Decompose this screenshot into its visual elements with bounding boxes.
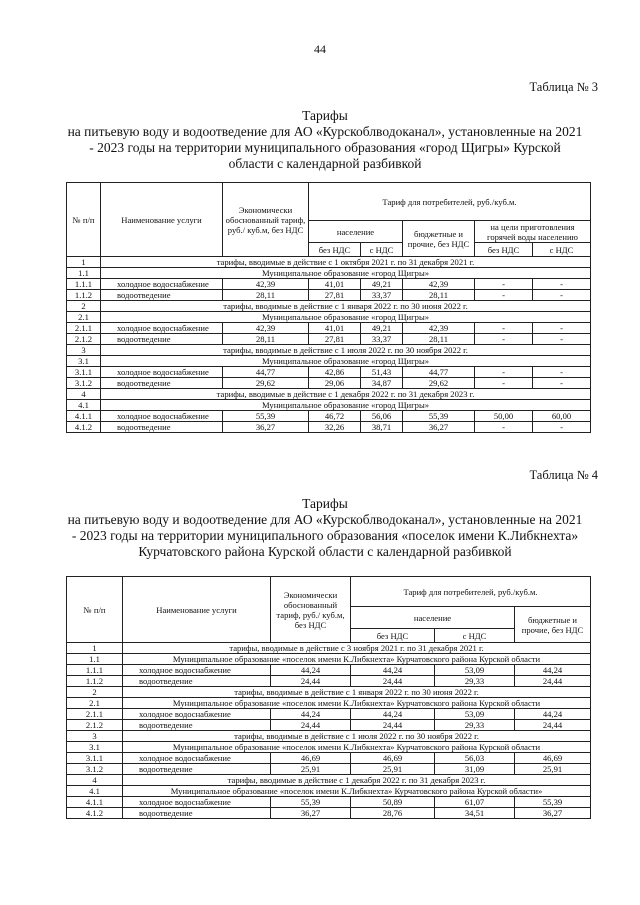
cell-hot-vat: - — [533, 323, 591, 334]
cell-pop-vat: 34,51 — [435, 808, 515, 819]
service-name: холодное водоснабжение — [123, 797, 271, 808]
cell-pop-vat: 29,33 — [435, 720, 515, 731]
cell-pop-no-vat: 25,91 — [351, 764, 435, 775]
cell-hot-no-vat: - — [475, 279, 533, 290]
cell-econ: 36,27 — [271, 808, 351, 819]
table-row — [67, 268, 591, 279]
table3-title-line: на питьевую воду и водоотведение для АО «Курскоблводоканал», установленные на 2021 — [67, 124, 583, 139]
table-row — [67, 334, 591, 345]
period-heading: тарифы, вводимые в действие с 1 января 2022 г. по 30 июня 2022 г. — [101, 301, 591, 312]
cell-pop-vat: 31,09 — [435, 764, 515, 775]
row-number: 1 — [67, 257, 101, 268]
cell-hot-no-vat: - — [475, 378, 533, 389]
table3-title-line: - 2023 годы на территории муниципального образования «город Щигры» Курской — [89, 140, 561, 155]
service-name: холодное водоснабжение — [101, 367, 223, 378]
service-name: холодное водоснабжение — [101, 411, 223, 422]
cell-pop-no-vat: 32,26 — [309, 422, 361, 433]
cell-budget: 29,62 — [403, 378, 475, 389]
period-heading: тарифы, вводимые в действие с 1 июля 2022 г. по 30 ноября 2022 г. — [101, 345, 591, 356]
col-num: № п/п — [67, 577, 123, 643]
row-number: 2 — [67, 687, 123, 698]
table-row — [67, 257, 591, 268]
col-name: Наименование услуги — [101, 183, 223, 257]
cell-pop-no-vat: 24,44 — [351, 720, 435, 731]
cell-hot-no-vat: - — [475, 323, 533, 334]
cell-hot-vat: - — [533, 367, 591, 378]
row-number: 3.1.1 — [67, 367, 101, 378]
table4-title-line: - 2023 годы на территории муниципального образования «поселок имени К.Либкнехта» — [71, 528, 579, 543]
table-row — [67, 742, 591, 753]
table3-title-line: области с календарной разбивкой — [228, 156, 422, 171]
cell-hot-vat: 60,00 — [533, 411, 591, 422]
cell-hot-vat: - — [533, 378, 591, 389]
col-num: № п/п — [67, 183, 101, 257]
cell-hot-no-vat: - — [475, 334, 533, 345]
table-row — [67, 676, 591, 687]
row-number: 4.1 — [67, 786, 123, 797]
cell-budget: 44,77 — [403, 367, 475, 378]
row-number: 2 — [67, 301, 101, 312]
table-row — [67, 290, 591, 301]
col-econ: Экономически обоснованный тариф, руб./ куб.м, без НДС — [223, 183, 309, 257]
table-row — [67, 698, 591, 709]
cell-econ: 55,39 — [223, 411, 309, 422]
period-heading: тарифы, вводимые в действие с 1 октября 2021 г. по 31 декабря 2021 г. — [101, 257, 591, 268]
cell-pop-vat: 33,37 — [361, 290, 403, 301]
table-row — [67, 786, 591, 797]
cell-budget: 36,27 — [403, 422, 475, 433]
col-tariff: Тариф для потребителей, руб./куб.м. — [309, 183, 591, 221]
cell-hot-vat: - — [533, 290, 591, 301]
cell-pop-vat: 53,09 — [435, 709, 515, 720]
table-row — [67, 775, 591, 786]
table-row — [67, 356, 591, 367]
row-number: 3 — [67, 731, 123, 742]
cell-pop-no-vat: 29,06 — [309, 378, 361, 389]
cell-pop-vat: 49,21 — [361, 279, 403, 290]
cell-budget: 44,24 — [515, 709, 591, 720]
col-pop-vat: с НДС — [361, 243, 403, 257]
table-row — [67, 643, 591, 654]
municipality-heading: Муниципальное образование «город Щигры» — [101, 312, 591, 323]
service-name: водоотведение — [101, 334, 223, 345]
row-number: 2.1.2 — [67, 720, 123, 731]
municipality-heading: Муниципальное образование «город Щигры» — [101, 268, 591, 279]
cell-econ: 28,11 — [223, 334, 309, 345]
cell-econ: 44,24 — [271, 709, 351, 720]
table-row — [67, 687, 591, 698]
table-row — [67, 367, 591, 378]
cell-pop-no-vat: 44,24 — [351, 665, 435, 676]
cell-econ: 55,39 — [271, 797, 351, 808]
table4 — [66, 576, 591, 819]
table3-label: Таблица № 3 — [529, 80, 598, 94]
cell-pop-vat: 38,71 — [361, 422, 403, 433]
col-econ: Экономически обоснованный тариф, руб./ куб.м, без НДС — [271, 577, 351, 643]
row-number: 3 — [67, 345, 101, 356]
service-name: водоотведение — [123, 720, 271, 731]
table4-title-line: Тарифы — [302, 496, 348, 511]
cell-pop-no-vat: 50,89 — [351, 797, 435, 808]
cell-pop-no-vat: 28,76 — [351, 808, 435, 819]
table4-label: Таблица № 4 — [529, 468, 598, 482]
cell-pop-no-vat: 27,81 — [309, 290, 361, 301]
cell-budget: 28,11 — [403, 334, 475, 345]
cell-budget: 55,39 — [403, 411, 475, 422]
row-number: 1.1.2 — [67, 676, 123, 687]
municipality-heading: Муниципальное образование «город Щигры» — [101, 356, 591, 367]
service-name: водоотведение — [101, 290, 223, 301]
cell-pop-no-vat: 24,44 — [351, 676, 435, 687]
row-number: 4 — [67, 389, 101, 400]
period-heading: тарифы, вводимые в действие с 1 июля 2022 г. по 30 ноября 2022 г. — [123, 731, 591, 742]
table4-body — [67, 643, 591, 819]
col-population: население — [309, 221, 403, 243]
cell-hot-no-vat: - — [475, 367, 533, 378]
cell-pop-vat: 34,87 — [361, 378, 403, 389]
table-row — [67, 312, 591, 323]
col-pop-no-vat: без НДС — [351, 629, 435, 643]
row-number: 3.1 — [67, 356, 101, 367]
cell-pop-no-vat: 41,01 — [309, 323, 361, 334]
row-number: 1.1.1 — [67, 279, 101, 290]
table-row — [67, 279, 591, 290]
cell-budget: 24,44 — [515, 720, 591, 731]
service-name: водоотведение — [123, 764, 271, 775]
cell-budget: 24,44 — [515, 676, 591, 687]
cell-econ: 44,77 — [223, 367, 309, 378]
page-number: 44 — [314, 42, 326, 56]
cell-pop-vat: 49,21 — [361, 323, 403, 334]
table3-title — [60, 108, 590, 172]
cell-pop-vat: 56,06 — [361, 411, 403, 422]
cell-econ: 36,27 — [223, 422, 309, 433]
col-name: Наименование услуги — [123, 577, 271, 643]
table-row — [67, 731, 591, 742]
service-name: холодное водоснабжение — [101, 279, 223, 290]
col-pop-no-vat: без НДС — [309, 243, 361, 257]
row-number: 1.1 — [67, 654, 123, 665]
cell-pop-vat: 33,37 — [361, 334, 403, 345]
municipality-heading: Муниципальное образование «поселок имени К.Либкнехта» Курчатовского района Курской области — [123, 698, 591, 709]
row-number: 2.1 — [67, 312, 101, 323]
cell-pop-no-vat: 41,01 — [309, 279, 361, 290]
municipality-heading: Муниципальное образование «поселок имени К.Либкнехта» Курчатовского района Курской области — [123, 742, 591, 753]
municipality-heading: Муниципальное образование «поселок имени К.Либкнехта» Курчатовского района Курской области» — [123, 786, 591, 797]
cell-budget: 36,27 — [515, 808, 591, 819]
service-name: водоотведение — [101, 422, 223, 433]
cell-econ: 25,91 — [271, 764, 351, 775]
row-number: 2.1.1 — [67, 709, 123, 720]
table-row — [67, 301, 591, 312]
service-name: водоотведение — [101, 378, 223, 389]
municipality-heading: Муниципальное образование «город Щигры» — [101, 400, 591, 411]
row-number: 4.1.1 — [67, 797, 123, 808]
table4-title — [60, 496, 590, 560]
table-row — [67, 422, 591, 433]
service-name: водоотведение — [123, 808, 271, 819]
cell-budget: 55,39 — [515, 797, 591, 808]
table3-body — [67, 257, 591, 433]
cell-pop-no-vat: 27,81 — [309, 334, 361, 345]
table-row — [67, 797, 591, 808]
cell-pop-no-vat: 42,86 — [309, 367, 361, 378]
table4-title-line: на питьевую воду и водоотведение для АО «Курскоблводоканал», установленные на 2021 — [67, 512, 583, 527]
table-row — [67, 654, 591, 665]
row-number: 1.1 — [67, 268, 101, 279]
row-number: 1 — [67, 643, 123, 654]
row-number: 3.1.1 — [67, 753, 123, 764]
row-number: 2.1.2 — [67, 334, 101, 345]
cell-pop-vat: 29,33 — [435, 676, 515, 687]
cell-pop-no-vat: 46,69 — [351, 753, 435, 764]
row-number: 1.1.2 — [67, 290, 101, 301]
table-row — [67, 764, 591, 775]
service-name: холодное водоснабжение — [101, 323, 223, 334]
cell-pop-vat: 51,43 — [361, 367, 403, 378]
row-number: 3.1 — [67, 742, 123, 753]
col-tariff: Тариф для потребителей, руб./куб.м. — [351, 577, 591, 607]
cell-econ: 46,69 — [271, 753, 351, 764]
service-name: холодное водоснабжение — [123, 753, 271, 764]
col-pop-vat: с НДС — [435, 629, 515, 643]
cell-budget: 28,11 — [403, 290, 475, 301]
cell-pop-no-vat: 46,72 — [309, 411, 361, 422]
row-number: 4 — [67, 775, 123, 786]
table-row — [67, 323, 591, 334]
cell-econ: 44,24 — [271, 665, 351, 676]
cell-econ: 24,44 — [271, 720, 351, 731]
cell-hot-vat: - — [533, 422, 591, 433]
period-heading: тарифы, вводимые в действие с 1 января 2022 г. по 30 июня 2022 г. — [123, 687, 591, 698]
cell-pop-no-vat: 44,24 — [351, 709, 435, 720]
service-name: водоотведение — [123, 676, 271, 687]
col-hot: на цели приготовления горячей воды населению — [475, 221, 591, 243]
col-population: население — [351, 607, 515, 629]
municipality-heading: Муниципальное образование «поселок имени К.Либкнехта» Курчатовского района Курской области — [123, 654, 591, 665]
cell-budget: 44,24 — [515, 665, 591, 676]
cell-hot-vat: - — [533, 334, 591, 345]
cell-budget: 42,39 — [403, 279, 475, 290]
cell-pop-vat: 56,03 — [435, 753, 515, 764]
row-number: 2.1.1 — [67, 323, 101, 334]
cell-budget: 46,69 — [515, 753, 591, 764]
row-number: 4.1 — [67, 400, 101, 411]
col-budget: бюджетные и прочие, без НДС — [403, 221, 475, 257]
table-row — [67, 378, 591, 389]
table-row — [67, 411, 591, 422]
service-name: холодное водоснабжение — [123, 665, 271, 676]
table-row — [67, 389, 591, 400]
period-heading: тарифы, вводимые в действие с 1 декабря 2022 г. по 31 декабря 2023 г. — [101, 389, 591, 400]
cell-econ: 29,62 — [223, 378, 309, 389]
row-number: 4.1.2 — [67, 422, 101, 433]
service-name: холодное водоснабжение — [123, 709, 271, 720]
cell-hot-no-vat: - — [475, 290, 533, 301]
row-number: 3.1.2 — [67, 764, 123, 775]
row-number: 3.1.2 — [67, 378, 101, 389]
row-number: 4.1.2 — [67, 808, 123, 819]
table-row — [67, 665, 591, 676]
period-heading: тарифы, вводимые в действие с 3 ноября 2021 г. по 31 декабря 2021 г. — [123, 643, 591, 654]
cell-econ: 24,44 — [271, 676, 351, 687]
col-hot-no-vat: без НДС — [475, 243, 533, 257]
cell-econ: 42,39 — [223, 323, 309, 334]
table-row — [67, 808, 591, 819]
cell-budget: 42,39 — [403, 323, 475, 334]
col-hot-vat: с НДС — [533, 243, 591, 257]
cell-pop-vat: 53,09 — [435, 665, 515, 676]
row-number: 4.1.1 — [67, 411, 101, 422]
table-row — [67, 345, 591, 356]
table4-title-line: Курчатовского района Курской области с календарной разбивкой — [138, 544, 512, 559]
table-row — [67, 400, 591, 411]
cell-econ: 42,39 — [223, 279, 309, 290]
table-row — [67, 709, 591, 720]
col-budget: бюджетные и прочие, без НДС — [515, 607, 591, 643]
table-row — [67, 720, 591, 731]
cell-budget: 25,91 — [515, 764, 591, 775]
row-number: 1.1.1 — [67, 665, 123, 676]
cell-hot-no-vat: - — [475, 422, 533, 433]
table-row — [67, 753, 591, 764]
table3 — [66, 182, 591, 433]
cell-econ: 28,11 — [223, 290, 309, 301]
cell-pop-vat: 61,07 — [435, 797, 515, 808]
row-number: 2.1 — [67, 698, 123, 709]
period-heading: тарифы, вводимые в действие с 1 декабря 2022 г. по 31 декабря 2023 г. — [123, 775, 591, 786]
cell-hot-vat: - — [533, 279, 591, 290]
cell-hot-no-vat: 50,00 — [475, 411, 533, 422]
table3-title-line: Тарифы — [302, 108, 348, 123]
